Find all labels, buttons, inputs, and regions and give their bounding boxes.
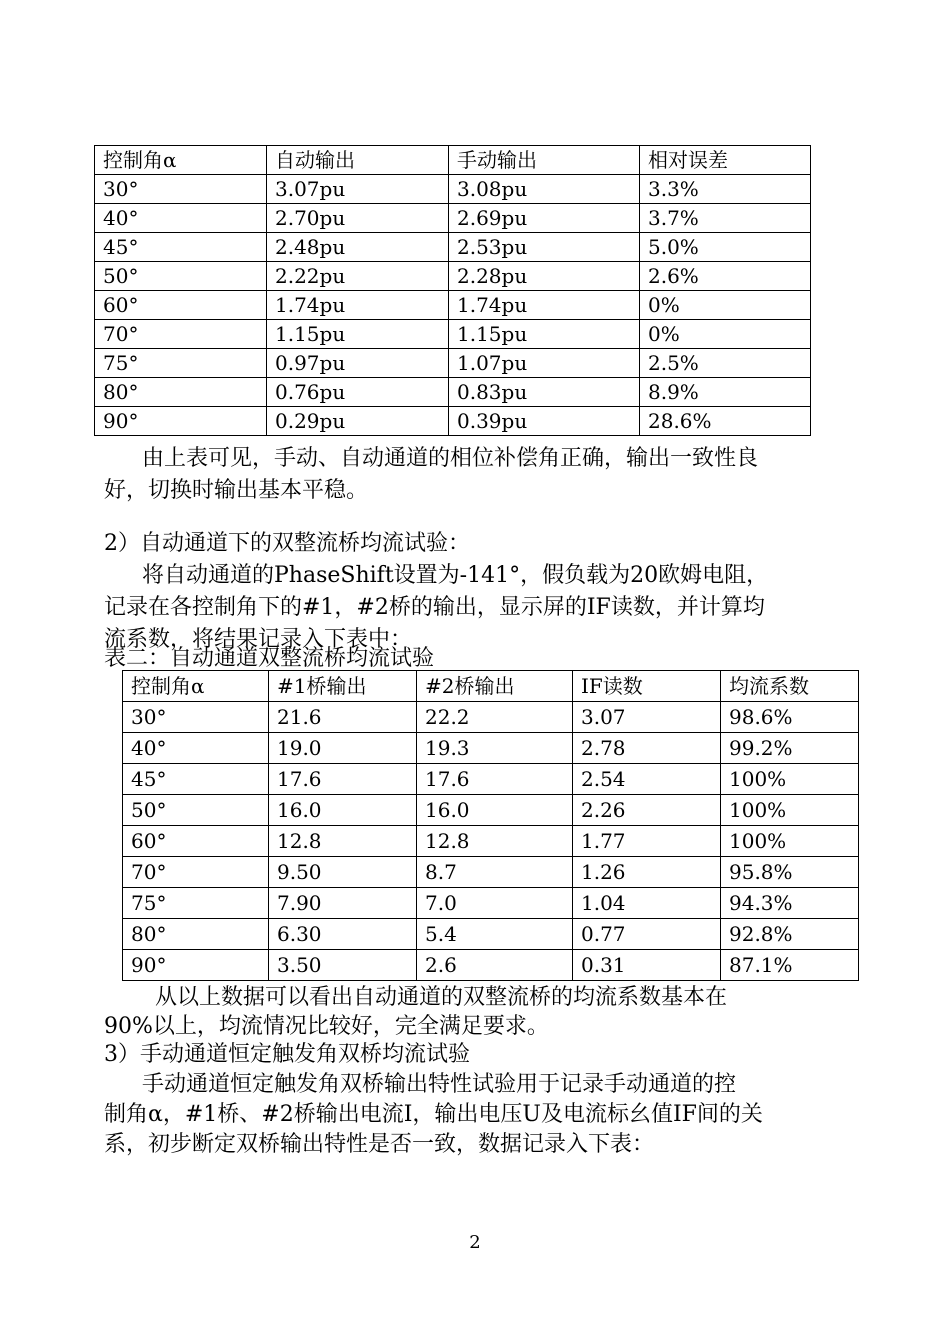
page-number: 2 xyxy=(469,1232,481,1253)
table-cell: 50° xyxy=(95,262,267,291)
table-cell: 1.74pu xyxy=(449,291,640,320)
table-cell: 45° xyxy=(123,764,269,795)
table-row xyxy=(95,378,811,407)
table-cell: 1.26 xyxy=(573,857,721,888)
table-header-cell: 均流系数 xyxy=(721,671,859,702)
table-cell: 3.3% xyxy=(640,175,811,204)
table-cell: 40° xyxy=(123,733,269,764)
table-header-cell: #2桥输出 xyxy=(417,671,573,702)
table-cell: 3.07 xyxy=(573,702,721,733)
conclusion-paragraph-line: 由上表可见，手动、自动通道的相位补偿角正确，输出一致性良 xyxy=(142,446,759,471)
table-cell: 2.6% xyxy=(640,262,811,291)
table-cell: 5.4 xyxy=(417,919,573,950)
table-cell: 60° xyxy=(123,826,269,857)
table-cell: 0% xyxy=(640,291,811,320)
table-cell: 1.15pu xyxy=(449,320,640,349)
table-cell: 30° xyxy=(95,175,267,204)
table-cell: 21.6 xyxy=(269,702,417,733)
table-cell: 100% xyxy=(721,795,859,826)
table-cell: 2.69pu xyxy=(449,204,640,233)
table-cell: 0.77 xyxy=(573,919,721,950)
table-cell: 0.76pu xyxy=(267,378,449,407)
current-sharing-table xyxy=(122,670,859,981)
phase-compensation-table xyxy=(94,145,811,436)
table-cell: 45° xyxy=(95,233,267,262)
table-row xyxy=(95,262,811,291)
table-cell: 2.70pu xyxy=(267,204,449,233)
table-cell: 2.28pu xyxy=(449,262,640,291)
paragraph-line: 制角α，#1桥、#2桥输出电流I，输出电压U及电流标幺值IF间的关 xyxy=(104,1102,763,1127)
table-header-cell: 控制角α xyxy=(123,671,269,702)
table-cell: 1.04 xyxy=(573,888,721,919)
table-cell: 3.50 xyxy=(269,950,417,981)
table-cell: 16.0 xyxy=(417,795,573,826)
table-cell: 70° xyxy=(123,857,269,888)
table-cell: 0% xyxy=(640,320,811,349)
conclusion-paragraph-line: 好，切换时输出基本平稳。 xyxy=(104,478,369,503)
table-cell: 98.6% xyxy=(721,702,859,733)
table-cell: 0.39pu xyxy=(449,407,640,436)
table-cell: 75° xyxy=(123,888,269,919)
table-header-cell: IF读数 xyxy=(573,671,721,702)
table-cell: 2.54 xyxy=(573,764,721,795)
table-cell: 2.22pu xyxy=(267,262,449,291)
table-cell: 70° xyxy=(95,320,267,349)
table-cell: 7.90 xyxy=(269,888,417,919)
table-header-cell: #1桥输出 xyxy=(269,671,417,702)
table-header-cell: 控制角α xyxy=(95,146,267,175)
table-cell: 0.29pu xyxy=(267,407,449,436)
table-row xyxy=(95,175,811,204)
table-cell: 22.2 xyxy=(417,702,573,733)
table-cell: 0.97pu xyxy=(267,349,449,378)
table-cell: 8.9% xyxy=(640,378,811,407)
paragraph-line: 流系数，将结果记录入下表中： xyxy=(104,627,413,652)
table-cell: 8.7 xyxy=(417,857,573,888)
paragraph-line: 记录在各控制角下的#1，#2桥的输出，显示屏的IF读数，并计算均 xyxy=(104,595,765,620)
table-cell: 7.0 xyxy=(417,888,573,919)
table-row xyxy=(95,320,811,349)
table-cell: 60° xyxy=(95,291,267,320)
table-row xyxy=(95,349,811,378)
table-cell: 40° xyxy=(95,204,267,233)
table-row xyxy=(123,764,859,795)
table-cell: 75° xyxy=(95,349,267,378)
table-cell: 17.6 xyxy=(269,764,417,795)
table-cell: 1.77 xyxy=(573,826,721,857)
table-row xyxy=(95,407,811,436)
table-cell: 17.6 xyxy=(417,764,573,795)
table-cell: 12.8 xyxy=(417,826,573,857)
table-cell: 1.15pu xyxy=(267,320,449,349)
table-cell: 6.30 xyxy=(269,919,417,950)
table-cell: 16.0 xyxy=(269,795,417,826)
conclusion-paragraph-line: 从以上数据可以看出自动通道的双整流桥的均流系数基本在 xyxy=(155,985,728,1010)
table-cell: 1.07pu xyxy=(449,349,640,378)
table-cell: 87.1% xyxy=(721,950,859,981)
paragraph-line: 手动通道恒定触发角双桥输出特性试验用于记录手动通道的控 xyxy=(142,1072,737,1097)
table-cell: 0.83pu xyxy=(449,378,640,407)
table-row xyxy=(123,795,859,826)
table-cell: 3.08pu xyxy=(449,175,640,204)
table-cell: 2.48pu xyxy=(267,233,449,262)
table-row xyxy=(95,233,811,262)
table-row xyxy=(95,204,811,233)
table-cell: 2.53pu xyxy=(449,233,640,262)
table-cell: 80° xyxy=(95,378,267,407)
table-cell: 30° xyxy=(123,702,269,733)
table-cell: 95.8% xyxy=(721,857,859,888)
table-cell: 90° xyxy=(95,407,267,436)
table-row xyxy=(123,888,859,919)
table-cell: 2.78 xyxy=(573,733,721,764)
table-cell: 94.3% xyxy=(721,888,859,919)
conclusion-paragraph-line: 90%以上，均流情况比较好，完全满足要求。 xyxy=(104,1014,549,1039)
table-cell: 19.0 xyxy=(269,733,417,764)
table-cell: 9.50 xyxy=(269,857,417,888)
table-cell: 2.26 xyxy=(573,795,721,826)
table-cell: 100% xyxy=(721,764,859,795)
table-cell: 50° xyxy=(123,795,269,826)
table-row xyxy=(123,733,859,764)
table-header-cell: 手动输出 xyxy=(449,146,640,175)
section-heading: 2）自动通道下的双整流桥均流试验： xyxy=(104,531,470,556)
table-cell: 1.74pu xyxy=(267,291,449,320)
table-cell: 92.8% xyxy=(721,919,859,950)
table-row xyxy=(95,291,811,320)
table-cell: 3.07pu xyxy=(267,175,449,204)
paragraph-line: 系，初步断定双桥输出特性是否一致，数据记录入下表： xyxy=(104,1132,655,1157)
table-row xyxy=(123,950,859,981)
table-cell: 90° xyxy=(123,950,269,981)
table-cell: 80° xyxy=(123,919,269,950)
table-header-cell: 自动输出 xyxy=(267,146,449,175)
table-cell: 5.0% xyxy=(640,233,811,262)
table-cell: 12.8 xyxy=(269,826,417,857)
table-cell: 3.7% xyxy=(640,204,811,233)
table-cell: 99.2% xyxy=(721,733,859,764)
paragraph-line: 将自动通道的PhaseShift设置为-141°，假负载为20欧姆电阻， xyxy=(142,563,769,588)
table-cell: 2.5% xyxy=(640,349,811,378)
table-cell: 0.31 xyxy=(573,950,721,981)
table-row xyxy=(123,702,859,733)
table-cell: 2.6 xyxy=(417,950,573,981)
table-cell: 19.3 xyxy=(417,733,573,764)
table-header-cell: 相对误差 xyxy=(640,146,811,175)
section-heading: 3）手动通道恒定触发角双桥均流试验 xyxy=(104,1042,470,1067)
table-caption: 表二：自动通道双整流桥均流试验 xyxy=(104,646,435,671)
table-header-row xyxy=(95,146,811,175)
table-row xyxy=(123,919,859,950)
table-cell: 28.6% xyxy=(640,407,811,436)
table-row xyxy=(123,857,859,888)
table-row xyxy=(123,826,859,857)
table-cell: 100% xyxy=(721,826,859,857)
table-header-row xyxy=(123,671,859,702)
